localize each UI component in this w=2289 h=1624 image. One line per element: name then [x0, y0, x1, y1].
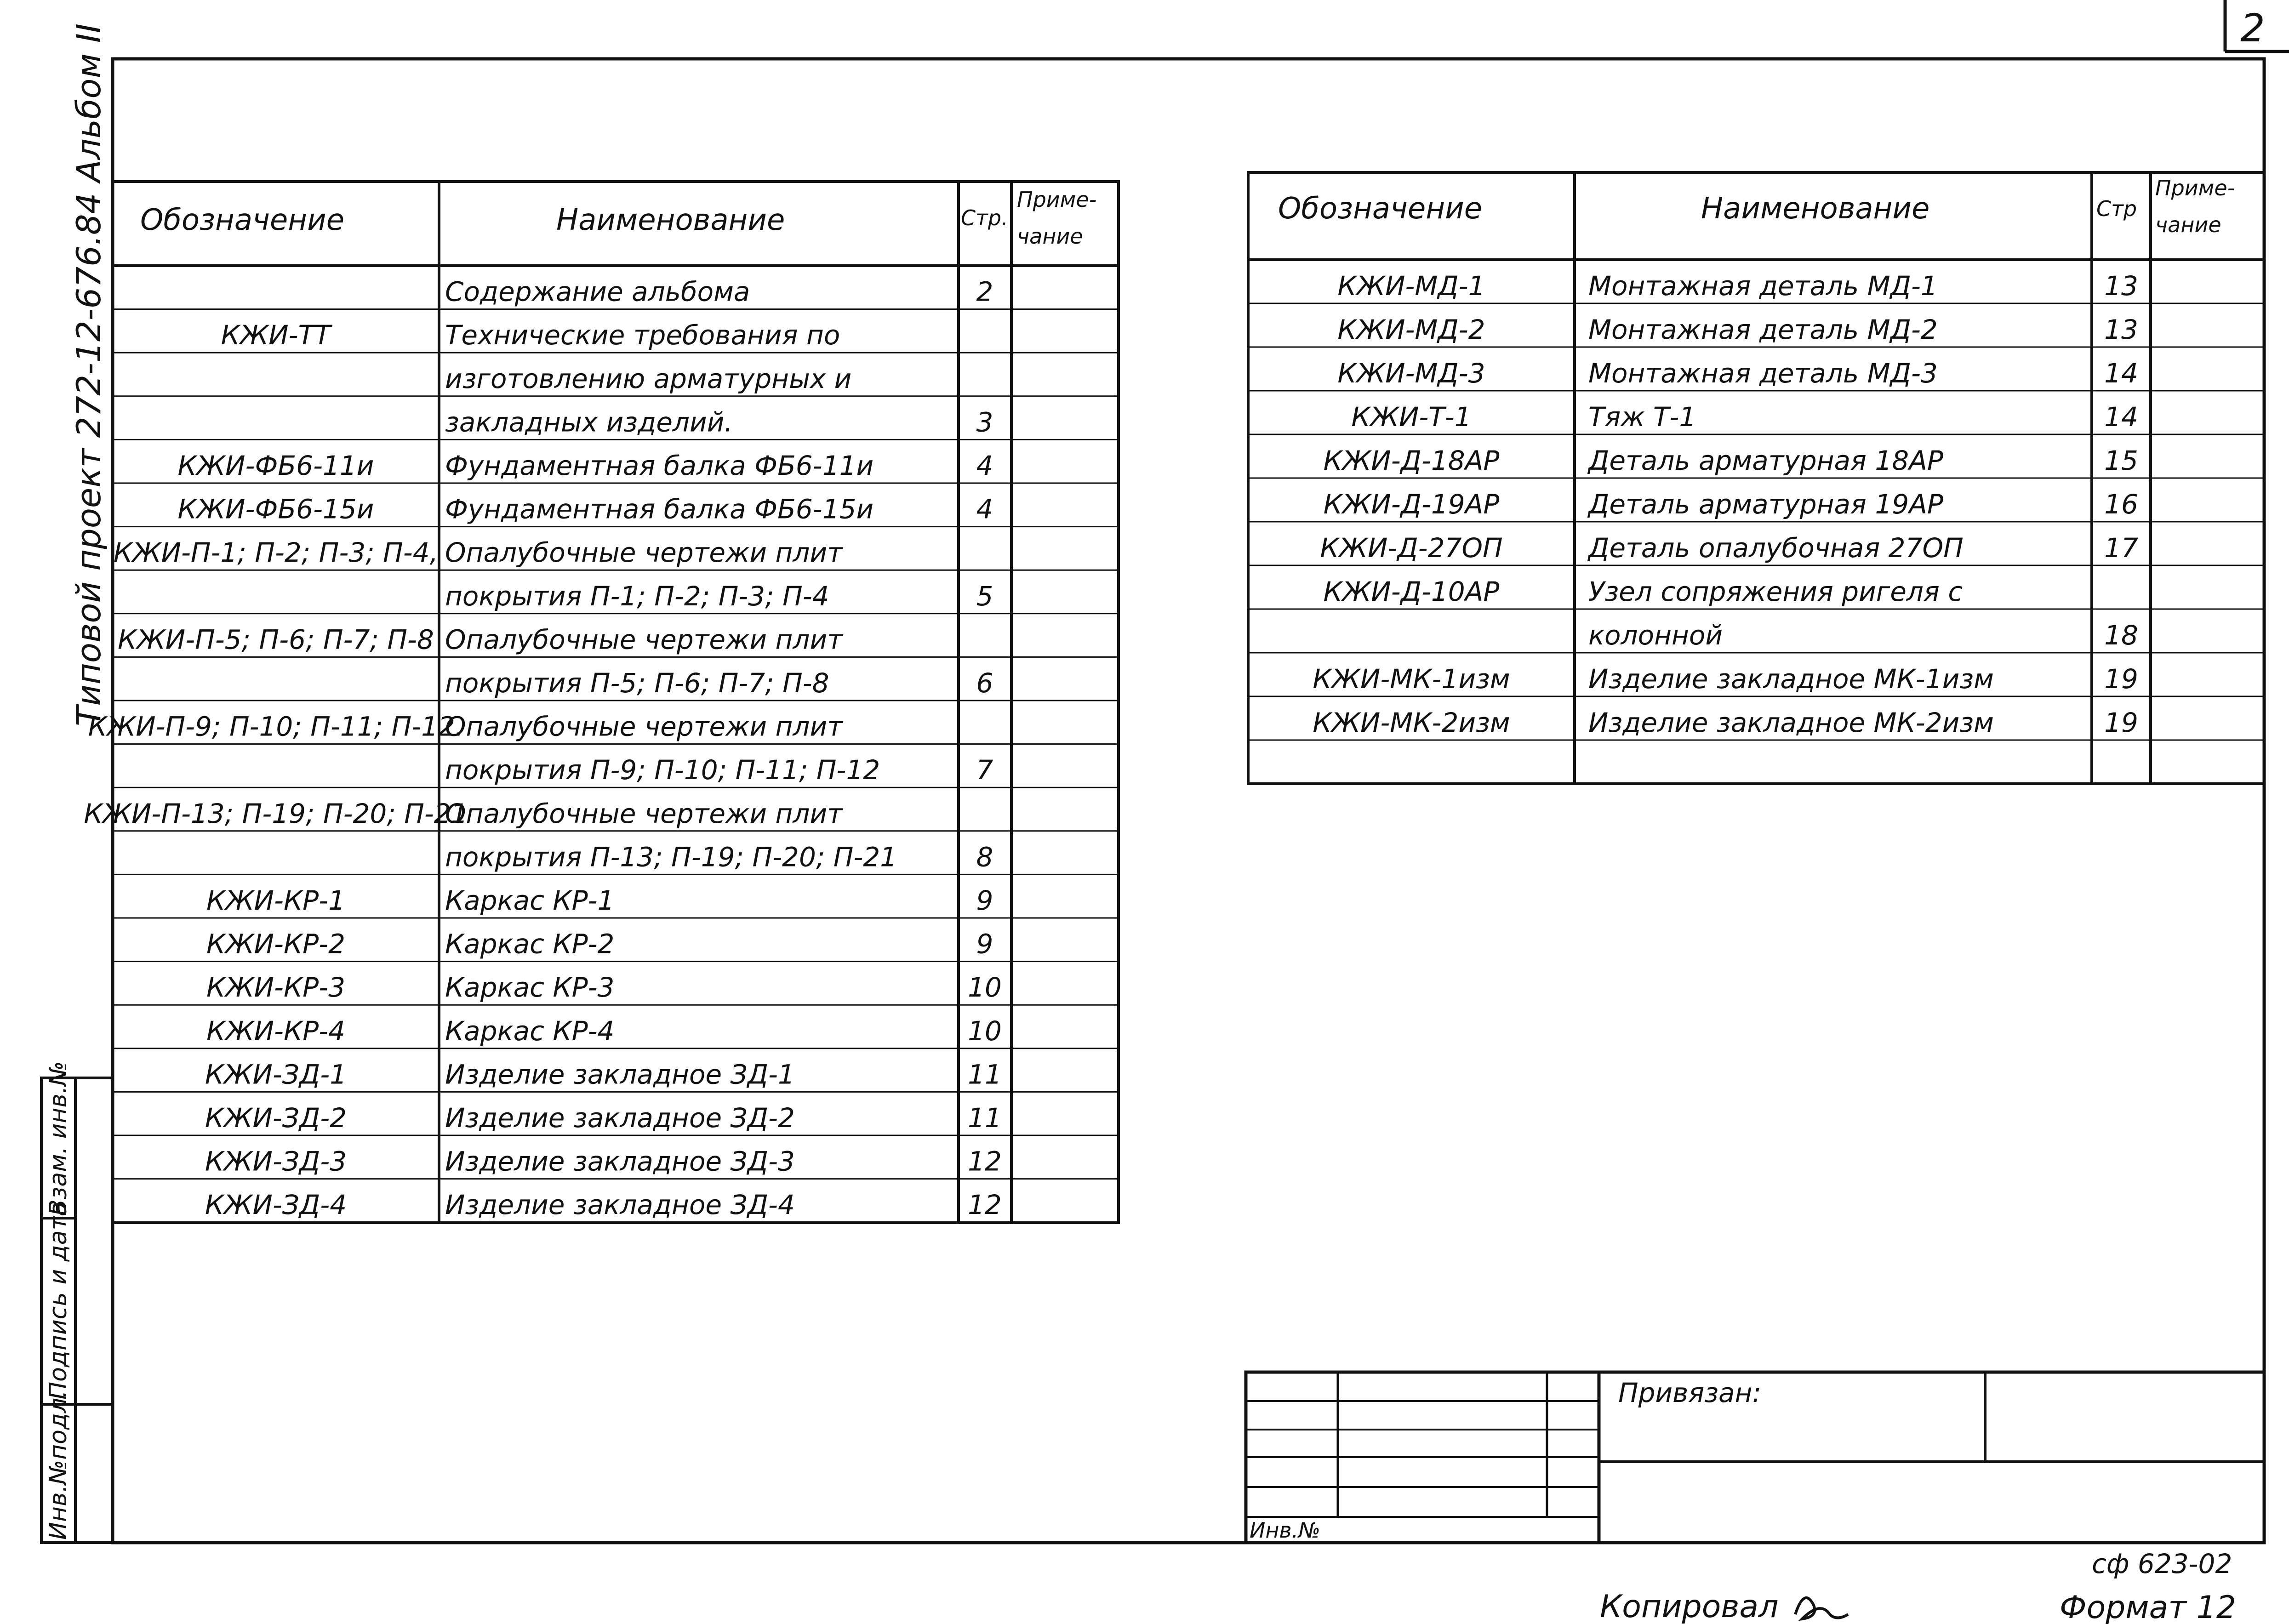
cell-page: 7	[976, 754, 993, 786]
cell-designation: КЖИ-КР-1	[206, 885, 345, 916]
cell-name: изготовлению арматурных и	[445, 363, 852, 394]
cell-designation: КЖИ-Т-1	[1351, 401, 1472, 433]
cell-name: Деталь опалубочная 27ОП	[1588, 532, 1964, 564]
cell-name: Фундаментная балка ФБ6-11и	[445, 450, 874, 481]
left-header-name: Наименование	[556, 203, 785, 237]
cell-name: Опалубочные чертежи плит	[445, 537, 843, 569]
cell-designation: КЖИ-П-1; П-2; П-3; П-4,	[113, 537, 439, 569]
copied-by-label: Копировал	[1600, 1589, 1779, 1624]
cell-name: покрытия П-9; П-10; П-11; П-12	[445, 754, 880, 786]
cell-designation: КЖИ-ЗД-2	[205, 1102, 347, 1134]
cell-page: 13	[2104, 270, 2138, 302]
cell-page: 12	[968, 1189, 1002, 1221]
title-block	[1246, 1372, 2264, 1543]
stamp-sign-date: Подпись и дата	[45, 1202, 72, 1400]
cell-designation: КЖИ-П-13; П-19; П-20; П-21	[84, 798, 468, 829]
cell-name: покрытия П-1; П-2; П-3; П-4	[445, 580, 829, 612]
cell-name: Узел сопряжения ригеля с	[1588, 576, 1963, 607]
cell-name: Деталь арматурная 19АР	[1588, 489, 1943, 520]
cell-designation: КЖИ-КР-2	[206, 928, 345, 960]
cell-name: Технические требования по	[445, 319, 840, 351]
inv-number-label: Инв.№	[1250, 1518, 1321, 1543]
cell-page: 18	[2104, 620, 2138, 651]
cell-page: 19	[2104, 707, 2138, 738]
cell-designation: КЖИ-Д-27ОП	[1320, 532, 1503, 564]
cell-name: Изделие закладное ЗД-4	[445, 1189, 795, 1221]
cell-page: 14	[2104, 401, 2138, 433]
cell-designation: КЖИ-МД-1	[1337, 270, 1485, 302]
format-label: Формат 12	[2060, 1590, 2237, 1624]
cell-name: закладных изделий.	[445, 406, 733, 438]
cell-name: колонной	[1588, 620, 1723, 651]
cell-name: Фундаментная балка ФБ6-15и	[445, 493, 874, 525]
cell-page: 14	[2104, 358, 2138, 389]
cell-page: 11	[968, 1102, 1002, 1134]
cell-name: Каркас КР-3	[445, 972, 615, 1003]
cell-name: Тяж Т-1	[1588, 401, 1696, 433]
cell-page: 13	[2104, 314, 2138, 345]
cell-page: 4	[976, 450, 993, 481]
cell-page: 3	[976, 406, 993, 438]
left-header-note-2: чание	[1017, 224, 1083, 249]
cell-page: 15	[2104, 445, 2138, 476]
cell-page: 19	[2104, 663, 2138, 695]
cell-designation: КЖИ-ФБ6-11и	[177, 450, 374, 481]
left-header-note-1: Приме-	[1017, 187, 1097, 212]
cell-name: Опалубочные чертежи плит	[445, 798, 843, 829]
cell-page: 5	[976, 580, 993, 612]
right-header-name: Наименование	[1701, 192, 1930, 226]
cell-name: Каркас КР-2	[445, 928, 615, 960]
left-header-page: Стр.	[961, 205, 1008, 230]
cell-name: покрытия П-5; П-6; П-7; П-8	[445, 667, 829, 699]
contents-table-left	[84, 182, 1119, 1223]
cell-name: Изделие закладное ЗД-2	[445, 1102, 795, 1134]
cell-name: Содержание альбома	[445, 276, 750, 308]
cell-name: Монтажная деталь МД-1	[1588, 270, 1938, 302]
page-number-box	[2225, 0, 2289, 51]
cell-designation: КЖИ-МК-1изм	[1313, 663, 1510, 695]
cell-name: Каркас КР-4	[445, 1015, 615, 1047]
cell-name: Изделие закладное ЗД-1	[445, 1059, 795, 1090]
cell-page: 6	[976, 667, 993, 699]
cell-name: Изделие закладное МК-1изм	[1588, 663, 1994, 695]
right-header-page: Стр	[2096, 196, 2137, 221]
cell-designation: КЖИ-ТТ	[221, 319, 331, 351]
cell-designation: КЖИ-Д-18АР	[1323, 445, 1500, 476]
right-header-designation: Обозначение	[1278, 192, 1483, 226]
side-stamp	[41, 1061, 113, 1543]
cell-designation: КЖИ-МД-3	[1337, 358, 1485, 389]
cell-designation: КЖИ-МК-2изм	[1313, 707, 1510, 738]
cell-designation: КЖИ-ЗД-3	[205, 1145, 347, 1177]
margin-title: Типовой проект 272-12-676.84 Альбом II	[69, 23, 108, 726]
cell-designation: КЖИ-Д-10АР	[1323, 576, 1500, 607]
cell-designation: КЖИ-КР-4	[206, 1015, 345, 1047]
cell-page: 10	[968, 972, 1002, 1003]
right-header-note-1: Приме-	[2155, 176, 2235, 200]
cell-name: Деталь арматурная 18АР	[1588, 445, 1943, 476]
stamp-replace-inv: Взам. инв.№	[45, 1061, 72, 1216]
stamp-inv-label: Инв.№подл.	[45, 1390, 72, 1540]
attached-label: Привязан:	[1618, 1377, 1762, 1408]
sheet-code: сф 623-02	[2092, 1548, 2232, 1579]
right-header-note-2: чание	[2155, 212, 2221, 237]
left-header-designation: Обозначение	[140, 203, 345, 237]
cell-name: Опалубочные чертежи плит	[445, 624, 843, 655]
cell-designation: КЖИ-ЗД-4	[205, 1189, 347, 1221]
cell-page: 4	[976, 493, 993, 525]
cell-page: 16	[2104, 489, 2138, 520]
cell-name: Монтажная деталь МД-3	[1588, 358, 1938, 389]
cell-designation: КЖИ-П-9; П-10; П-11; П-12.	[88, 711, 464, 742]
cell-page: 12	[968, 1145, 1002, 1177]
copier-signature	[1795, 1598, 1848, 1619]
cell-designation: КЖИ-ФБ6-15и	[177, 493, 374, 525]
cell-page: 10	[968, 1015, 1002, 1047]
cell-page: 9	[976, 885, 993, 916]
cell-designation: КЖИ-КР-3	[206, 972, 345, 1003]
cell-name: Монтажная деталь МД-2	[1588, 314, 1938, 345]
cell-name: покрытия П-13; П-19; П-20; П-21	[445, 841, 897, 873]
page-number: 2	[2240, 6, 2265, 51]
cell-name: Опалубочные чертежи плит	[445, 711, 843, 742]
cell-page: 17	[2104, 532, 2138, 564]
cell-page: 9	[976, 928, 993, 960]
cell-page: 8	[976, 841, 993, 873]
cell-name: Каркас КР-1	[445, 885, 615, 916]
cell-name: Изделие закладное МК-2изм	[1588, 707, 1994, 738]
cell-designation: КЖИ-МД-2	[1337, 314, 1485, 345]
cell-designation: КЖИ-П-5; П-6; П-7; П-8	[118, 624, 434, 655]
cell-page: 11	[968, 1059, 1002, 1090]
cell-designation: КЖИ-Д-19АР	[1323, 489, 1500, 520]
cell-name: Изделие закладное ЗД-3	[445, 1145, 795, 1177]
cell-designation: КЖИ-ЗД-1	[205, 1059, 347, 1090]
cell-page: 2	[976, 276, 993, 308]
contents-table-right	[1248, 172, 2264, 784]
